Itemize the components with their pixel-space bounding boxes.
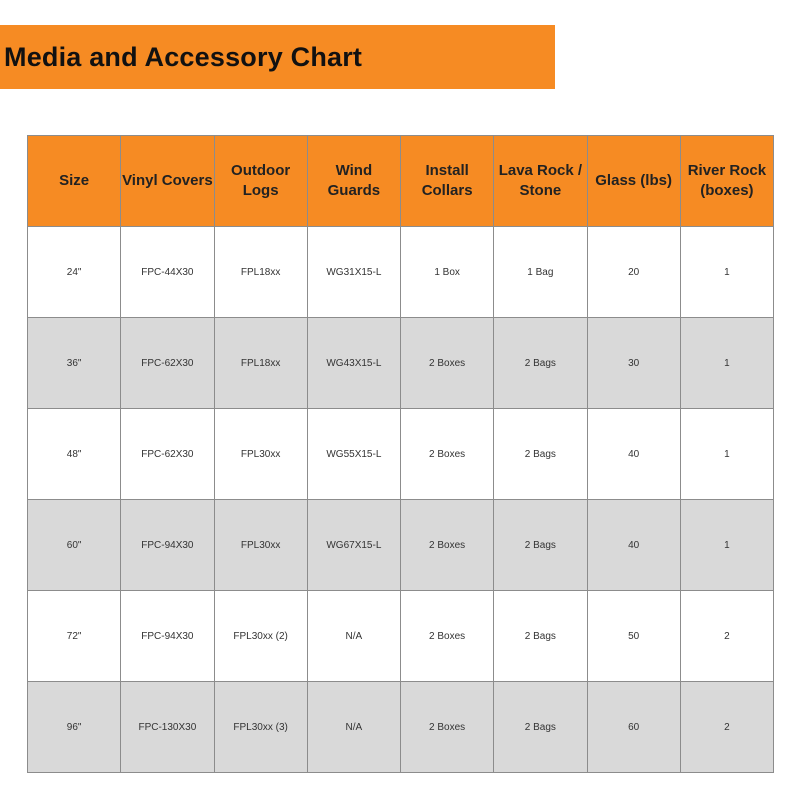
header-river-rock: River Rock (boxes) [680,136,773,227]
cell-glass: 40 [587,409,680,500]
cell-vinyl-cover: FPC-94X30 [121,500,214,591]
cell-size: 60" [28,500,121,591]
cell-size: 36" [28,318,121,409]
cell-install-collars: 2 Boxes [401,591,494,682]
cell-lava-rock: 2 Bags [494,318,587,409]
header-install-collars: Install Collars [401,136,494,227]
cell-lava-rock: 1 Bag [494,227,587,318]
cell-size: 96" [28,682,121,773]
cell-vinyl-cover: FPC-44X30 [121,227,214,318]
cell-river-rock: 2 [680,591,773,682]
cell-lava-rock: 2 Bags [494,591,587,682]
cell-glass: 30 [587,318,680,409]
cell-vinyl-cover: FPC-62X30 [121,409,214,500]
cell-install-collars: 2 Boxes [401,500,494,591]
table-row [28,318,774,409]
cell-lava-rock: 2 Bags [494,682,587,773]
cell-lava-rock: 2 Bags [494,500,587,591]
cell-wind-guard: WG31X15-L [307,227,400,318]
cell-vinyl-cover: FPC-94X30 [121,591,214,682]
header-glass: Glass (lbs) [587,136,680,227]
cell-glass: 60 [587,682,680,773]
cell-river-rock: 1 [680,318,773,409]
cell-vinyl-cover: FPC-130X30 [121,682,214,773]
cell-river-rock: 1 [680,227,773,318]
cell-river-rock: 2 [680,682,773,773]
cell-outdoor-logs: FPL30xx (2) [214,591,307,682]
page-title: Media and Accessory Chart [4,41,363,72]
cell-wind-guard: WG67X15-L [307,500,400,591]
cell-install-collars: 1 Box [401,227,494,318]
cell-outdoor-logs: FPL18xx [214,318,307,409]
cell-outdoor-logs: FPL30xx (3) [214,682,307,773]
cell-vinyl-cover: FPC-62X30 [121,318,214,409]
cell-outdoor-logs: FPL30xx [214,500,307,591]
cell-glass: 40 [587,500,680,591]
title-banner [0,25,555,89]
table-row [28,591,774,682]
table-row [28,682,774,773]
accessory-table [27,135,774,773]
table-row [28,409,774,500]
table-header-row [28,136,774,227]
cell-install-collars: 2 Boxes [401,409,494,500]
cell-install-collars: 2 Boxes [401,318,494,409]
cell-outdoor-logs: FPL30xx [214,409,307,500]
header-size: Size [28,136,121,227]
cell-river-rock: 1 [680,500,773,591]
cell-size: 72" [28,591,121,682]
cell-wind-guard: WG43X15-L [307,318,400,409]
header-lava-rock: Lava Rock / Stone [494,136,587,227]
header-outdoor-logs: Outdoor Logs [214,136,307,227]
cell-install-collars: 2 Boxes [401,682,494,773]
table-row [28,227,774,318]
cell-wind-guard: WG55X15-L [307,409,400,500]
table-row [28,500,774,591]
cell-size: 24" [28,227,121,318]
cell-size: 48" [28,409,121,500]
cell-outdoor-logs: FPL18xx [214,227,307,318]
cell-river-rock: 1 [680,409,773,500]
cell-glass: 50 [587,591,680,682]
header-vinyl-covers: Vinyl Covers [121,136,214,227]
cell-wind-guard: N/A [307,591,400,682]
cell-glass: 20 [587,227,680,318]
cell-wind-guard: N/A [307,682,400,773]
cell-lava-rock: 2 Bags [494,409,587,500]
header-wind-guards: Wind Guards [307,136,400,227]
